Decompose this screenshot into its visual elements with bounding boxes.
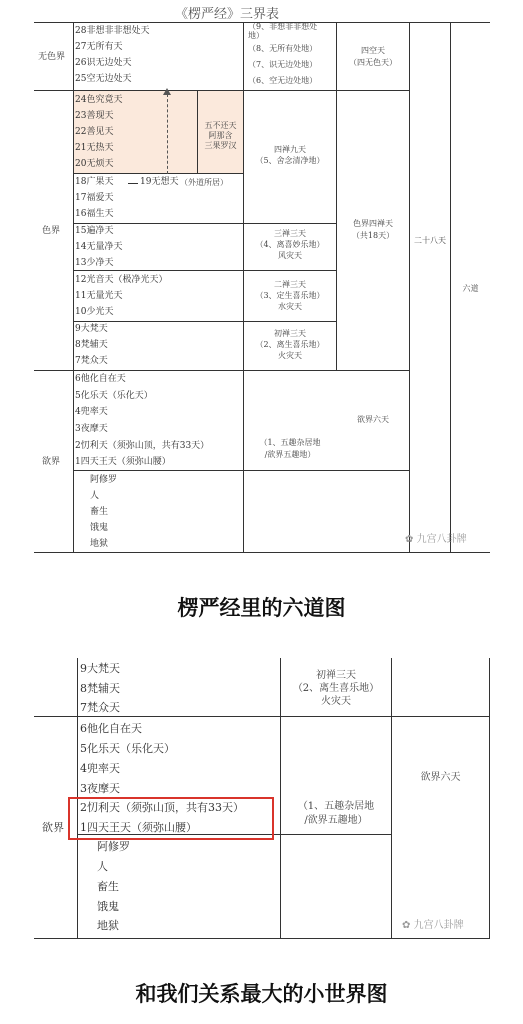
- rule-4th-dhyana: [73, 223, 336, 224]
- form-total: （共18天）: [351, 231, 395, 240]
- desire-group: 欲界六天: [357, 415, 389, 424]
- third-dhyana-group: （4、离喜妙乐地）: [255, 240, 325, 249]
- list-item: 6他化自在天: [80, 722, 142, 735]
- rule-form-bottom: [34, 370, 409, 371]
- list-item: 5化乐天（乐化天）: [75, 391, 153, 401]
- list-item: 3夜摩天: [75, 424, 108, 434]
- col-group: [391, 658, 392, 938]
- list-item: 20无烦天: [75, 159, 114, 169]
- desire-note: /欲界五趣地）: [304, 815, 368, 826]
- realm-desire: 欲界: [42, 457, 61, 467]
- col-realm: [73, 22, 74, 552]
- rule-3rd-dhyana: [73, 270, 336, 271]
- highlight-red-box: [68, 797, 274, 840]
- table-title: 《楞严经》三界表: [175, 7, 280, 22]
- rule-pure-abodes: [73, 173, 243, 174]
- list-item-note: （外道所居）: [180, 178, 228, 187]
- formless-note: 地）: [248, 31, 264, 40]
- realm-desire: 欲界: [42, 821, 64, 834]
- rule-realm-split: [34, 716, 490, 717]
- list-item: 阿修罗: [97, 840, 130, 853]
- col-dhyana: [336, 22, 337, 371]
- first-dhyana-group: 火灾天: [321, 696, 351, 707]
- list-item: 18广果天: [75, 177, 114, 187]
- list-item: 28非想非非想处天: [75, 26, 150, 36]
- first-dhyana-group: 初禅三天: [316, 670, 356, 681]
- wechat-icon: ✿: [402, 920, 411, 931]
- formless-note: （9、非想非非想处: [248, 22, 318, 31]
- dashed-arrow: [167, 94, 168, 174]
- six-paths: 六道: [462, 284, 479, 293]
- list-item: 23善现天: [75, 111, 114, 121]
- list-item: 7梵众天: [80, 701, 120, 714]
- list-item: 饿鬼: [97, 900, 119, 913]
- list-item: 1四天王天（须弥山腰）: [80, 821, 197, 834]
- list-item: 4兜率天: [80, 762, 120, 775]
- list-item: 19无想天: [140, 177, 179, 187]
- list-item: 9大梵天: [80, 662, 120, 675]
- list-item: 畜生: [90, 507, 109, 517]
- list-item: 26识无边处天: [75, 58, 132, 68]
- list-item: 1四天王天（须弥山腰）: [75, 457, 171, 467]
- desire-note: （1、五趣杂居地: [297, 801, 375, 812]
- second-dhyana-group: （3、定生喜乐地）: [255, 291, 325, 300]
- twenty-eight-heavens: 二十八天: [414, 236, 446, 245]
- list-item: 4兜率天: [75, 407, 108, 417]
- list-item: 11无量光天: [75, 291, 123, 301]
- list-item: 6他化自在天: [75, 374, 126, 384]
- list-item: 13少净天: [75, 258, 114, 268]
- first-dhyana-group: （2、离生喜乐地）: [292, 683, 380, 694]
- list-item: 人: [97, 860, 108, 873]
- pure-abodes-note: 阿那含: [208, 131, 233, 140]
- rule-desire-heavens: [73, 470, 409, 471]
- list-item: 畜生: [97, 880, 119, 893]
- second-dhyana-group: 二禅三天: [274, 280, 306, 289]
- col-right: [489, 658, 490, 938]
- caption-six-paths: 楞严经里的六道图: [177, 596, 346, 620]
- list-item: 地狱: [90, 539, 109, 549]
- formless-note: （6、空无边处地）: [248, 76, 318, 85]
- first-dhyana-group: 火灾天: [278, 351, 302, 360]
- fourth-dhyana-group: 四禅九天: [274, 145, 306, 154]
- watermark-text: 九宫八卦牌: [416, 534, 467, 545]
- list-item: 3夜摩天: [80, 782, 120, 795]
- list-item: 16福生天: [75, 209, 114, 219]
- first-dhyana-group: （2、离生喜乐地）: [255, 340, 325, 349]
- list-item: 12光音天（极净光天）: [75, 275, 168, 285]
- caption-small-world: 和我们关系最大的小世界图: [135, 982, 388, 1006]
- watermark-text: 九宫八卦牌: [413, 920, 464, 931]
- watermark: [402, 916, 464, 931]
- realm-formless: 无色界: [38, 52, 66, 62]
- formless-group: 四空天: [361, 46, 385, 55]
- list-item: 7梵众天: [75, 356, 108, 366]
- col-group: [409, 22, 410, 552]
- list-item: 人: [90, 491, 100, 501]
- formless-note: （7、识无边处地）: [248, 60, 318, 69]
- list-item: 2忉利天（须弥山顶，共有33天）: [80, 801, 244, 814]
- wechat-icon: ✿: [405, 534, 414, 545]
- desire-note: （1、五趣杂居地: [259, 438, 321, 447]
- rule-formless-bottom: [34, 90, 409, 91]
- list-item: 8梵辅天: [80, 682, 120, 695]
- formless-note: （8、无所有处地）: [248, 44, 318, 53]
- second-dhyana-group: 水灾天: [278, 302, 302, 311]
- list-item: 22善见天: [75, 127, 114, 137]
- list-item: 17福爱天: [75, 193, 114, 203]
- realm-form: 色界: [42, 226, 61, 236]
- list-item: 阿修罗: [90, 475, 118, 485]
- fourth-dhyana-group: （5、舍念清净地）: [255, 156, 325, 165]
- form-total: 色界四禅天: [353, 219, 393, 228]
- rule-bottom: [34, 552, 490, 553]
- third-dhyana-group: 三禅三天: [274, 229, 306, 238]
- rule-bottom: [34, 938, 490, 939]
- desire-group: 欲界六天: [420, 772, 461, 783]
- list-item: 9大梵天: [75, 324, 108, 334]
- desire-note: /欲界五趣地）: [264, 450, 316, 459]
- formless-group: （四无色天）: [349, 58, 397, 67]
- list-item: 2忉利天（须弥山顶，共有33天）: [75, 441, 210, 451]
- list-item: 27无所有天: [75, 42, 123, 52]
- list-item: 21无热天: [75, 143, 114, 153]
- first-dhyana-group: 初禅三天: [274, 329, 306, 338]
- list-item: 25空无边处天: [75, 74, 132, 84]
- list-item: 24色究竟天: [75, 95, 123, 105]
- list-item: 10少光天: [75, 307, 114, 317]
- third-dhyana-group: 风灾天: [278, 251, 302, 260]
- list-item: 14无量净天: [75, 242, 123, 252]
- arrow-head-icon: [163, 88, 171, 95]
- list-item: 饿鬼: [90, 523, 109, 533]
- rule-2nd-dhyana: [73, 321, 336, 322]
- watermark: [405, 530, 467, 545]
- divider: [128, 183, 138, 184]
- list-item: 5化乐天（乐化天）: [80, 742, 175, 755]
- pure-abodes-note: 三果罗汉: [204, 141, 237, 150]
- pure-abodes-note: 五不还天: [204, 121, 237, 130]
- list-item: 地狱: [97, 919, 119, 932]
- list-item: 8梵辅天: [75, 340, 108, 350]
- list-item: 15遍净天: [75, 226, 114, 236]
